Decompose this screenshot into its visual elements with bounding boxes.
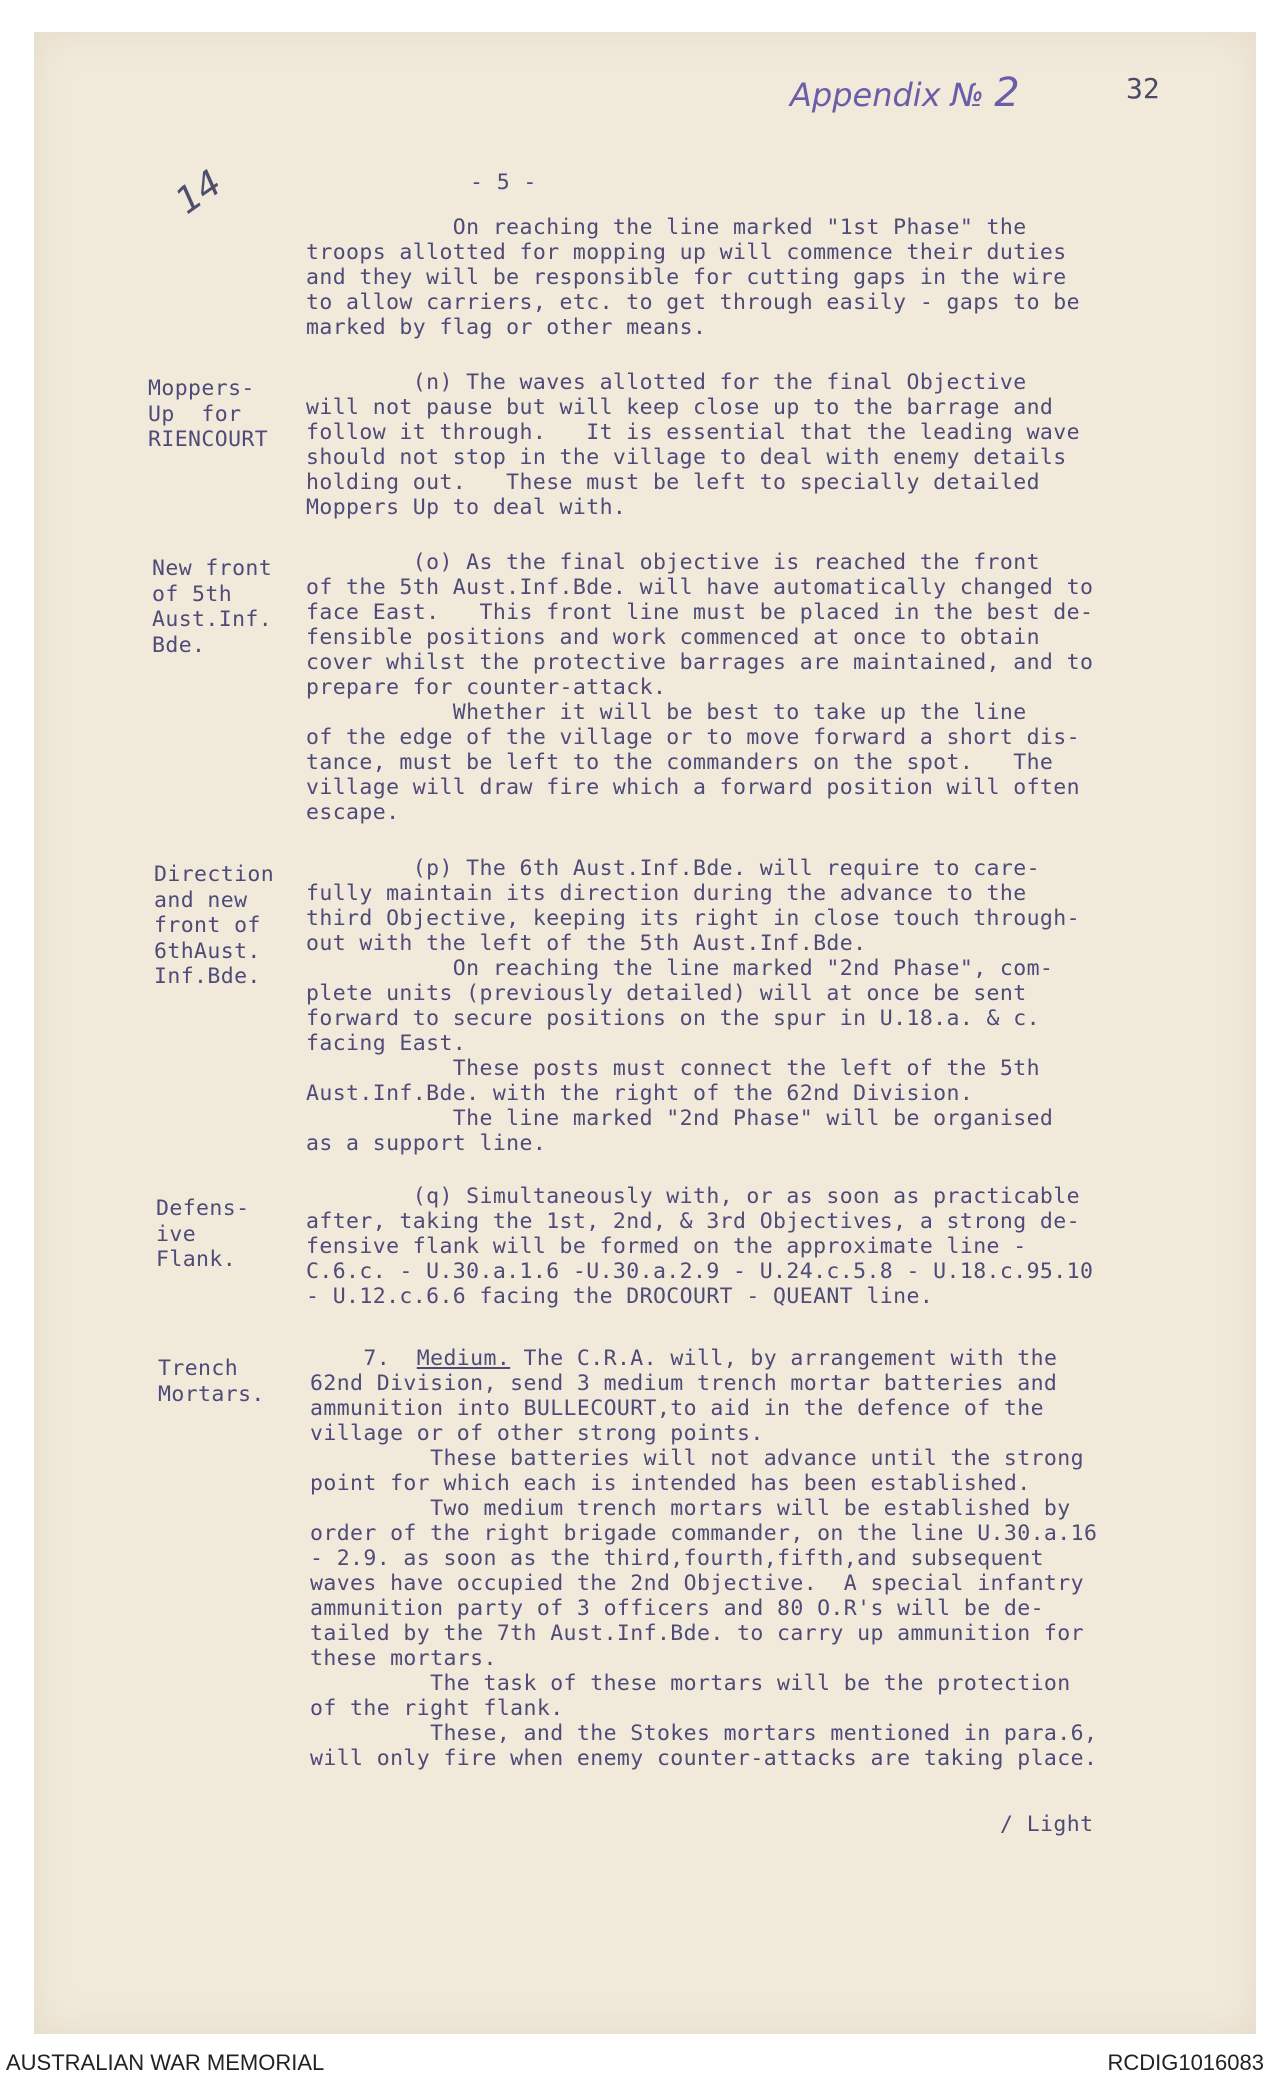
text-line: village will draw fire which a forward position will often	[306, 775, 1080, 800]
text-line: will only fire when enemy counter-attacks are taking place.	[310, 1746, 1098, 1771]
section-first-line: The C.R.A. will, by arrangement with the	[510, 1346, 1058, 1371]
paragraph-o	[306, 550, 1093, 825]
text-line: third Objective, keeping its right in close touch through-	[306, 906, 1080, 931]
text-line: (p) The 6th Aust.Inf.Bde. will require to care-	[306, 856, 1040, 881]
text-line: village or of other strong points.	[310, 1421, 764, 1446]
text-line: fensive flank will be formed on the approximate line -	[306, 1234, 1027, 1259]
text-line: after, taking the 1st, 2nd, & 3rd Objectives, a strong de-	[306, 1209, 1080, 1234]
section-number: 7.	[310, 1346, 417, 1371]
margin-note-direction: Direction and new front of 6thAust. Inf.Bde.	[154, 862, 275, 989]
text-line: 62nd Division, send 3 medium trench mortar batteries and	[310, 1371, 1058, 1396]
text-line: waves have occupied the 2nd Objective. A special infantry	[310, 1571, 1084, 1596]
text-line: plete units (previously detailed) will at once be sent	[306, 981, 1027, 1006]
text-line: marked by flag or other means.	[306, 315, 707, 340]
text-line: These posts must connect the left of the 5th	[306, 1056, 1040, 1081]
text-line: holding out. These must be left to specially detailed	[306, 470, 1040, 495]
text-line: of the edge of the village or to move forward a short dis-	[306, 725, 1080, 750]
text-line: The line marked "2nd Phase" will be organised	[306, 1106, 1054, 1131]
text-line: C.6.c. - U.30.a.1.6 -U.30.a.2.9 - U.24.c.5.8 - U.18.c.95.10	[306, 1259, 1094, 1284]
text-line: fully maintain its direction during the advance to the	[306, 881, 1027, 906]
text-line: escape.	[306, 800, 400, 825]
text-line: and they will be responsible for cutting gaps in the wire	[306, 265, 1067, 290]
text-line: - U.12.c.6.6 facing the DROCOURT - QUEANT line.	[306, 1284, 934, 1309]
text-line: troops allotted for mopping up will commence their duties	[306, 240, 1067, 265]
text-line: follow it through. It is essential that the leading wave	[306, 420, 1080, 445]
margin-note-moppers: Moppers- Up for RIENCOURT	[148, 376, 269, 452]
text-line: tailed by the 7th Aust.Inf.Bde. to carry up ammunition for	[310, 1621, 1084, 1646]
text-line: The task of these mortars will be the protection	[310, 1671, 1071, 1696]
text-line: fensible positions and work commenced at once to obtain	[306, 625, 1040, 650]
text-line: Whether it will be best to take up the line	[306, 700, 1027, 725]
margin-note-new-front-5th: New front of 5th Aust.Inf. Bde.	[152, 556, 273, 658]
intro-paragraph	[306, 215, 1080, 340]
paragraph-q	[306, 1184, 1093, 1309]
text-line: cover whilst the protective barrages are maintained, and to	[306, 650, 1094, 675]
text-line: ammunition party of 3 officers and 80 O.R's will be de-	[310, 1596, 1044, 1621]
appendix-text: Appendix №	[790, 76, 985, 114]
text-line: prepare for counter-attack.	[306, 675, 667, 700]
margin-note-trench-mortars: Trench Mortars.	[158, 1356, 265, 1407]
margin-page-number: 14	[168, 162, 230, 223]
text-line: as a support line.	[306, 1131, 547, 1156]
catchword: / Light	[1000, 1812, 1094, 1837]
text-line: - 2.9. as soon as the third,fourth,fifth,and subsequent	[310, 1546, 1044, 1571]
text-line: ammunition into BULLECOURT,to aid in the defence of the	[310, 1396, 1044, 1421]
text-line: order of the right brigade commander, on the line U.30.a.16	[310, 1521, 1098, 1546]
footer-archive-name: AUSTRALIAN WAR MEMORIAL	[6, 2050, 325, 2075]
text-line: point for which each is intended has been established.	[310, 1471, 1031, 1496]
text-line: tance, must be left to the commanders on the spot. The	[306, 750, 1054, 775]
text-line: Moppers Up to deal with.	[306, 495, 627, 520]
section-heading: Medium.	[416, 1346, 511, 1371]
text-line: should not stop in the village to deal with enemy details	[306, 445, 1067, 470]
text-line: These, and the Stokes mortars mentioned in para.6,	[310, 1721, 1098, 1746]
margin-note-defensive-flank: Defens- ive Flank.	[156, 1196, 250, 1272]
section-heading-line	[310, 1346, 1097, 1371]
folio-number: 32	[1126, 72, 1160, 105]
text-line: (q) Simultaneously with, or as soon as practicable	[306, 1184, 1080, 1209]
appendix-number: 2	[994, 70, 1020, 116]
text-line: of the 5th Aust.Inf.Bde. will have automatically changed to	[306, 575, 1094, 600]
text-line: These batteries will not advance until the strong	[310, 1446, 1084, 1471]
text-line: to allow carriers, etc. to get through easily - gaps to be	[306, 290, 1080, 315]
paragraph-p	[306, 856, 1080, 1156]
paragraph-n	[306, 370, 1080, 520]
text-line: On reaching the line marked "2nd Phase", com-	[306, 956, 1054, 981]
text-line: On reaching the line marked "1st Phase" the	[306, 215, 1027, 240]
appendix-label	[790, 70, 1020, 116]
text-line: these mortars.	[310, 1646, 497, 1671]
text-line: of the right flank.	[310, 1696, 564, 1721]
text-line: forward to secure positions on the spur in U.18.a. & c.	[306, 1006, 1040, 1031]
text-line: facing East.	[306, 1031, 467, 1056]
text-line: will not pause but will keep close up to the barrage and	[306, 395, 1054, 420]
page-number: - 5 -	[470, 170, 537, 195]
text-line: (n) The waves allotted for the final Objective	[306, 370, 1027, 395]
paragraph-7	[310, 1346, 1097, 1771]
text-line: face East. This front line must be placed in the best de-	[306, 600, 1094, 625]
footer-record-id: RCDIG1016083	[1107, 2050, 1264, 2075]
text-line: Two medium trench mortars will be established by	[310, 1496, 1071, 1521]
text-line: Aust.Inf.Bde. with the right of the 62nd Division.	[306, 1081, 974, 1106]
text-line: out with the left of the 5th Aust.Inf.Bde.	[306, 931, 867, 956]
text-line: (o) As the final objective is reached the front	[306, 550, 1040, 575]
